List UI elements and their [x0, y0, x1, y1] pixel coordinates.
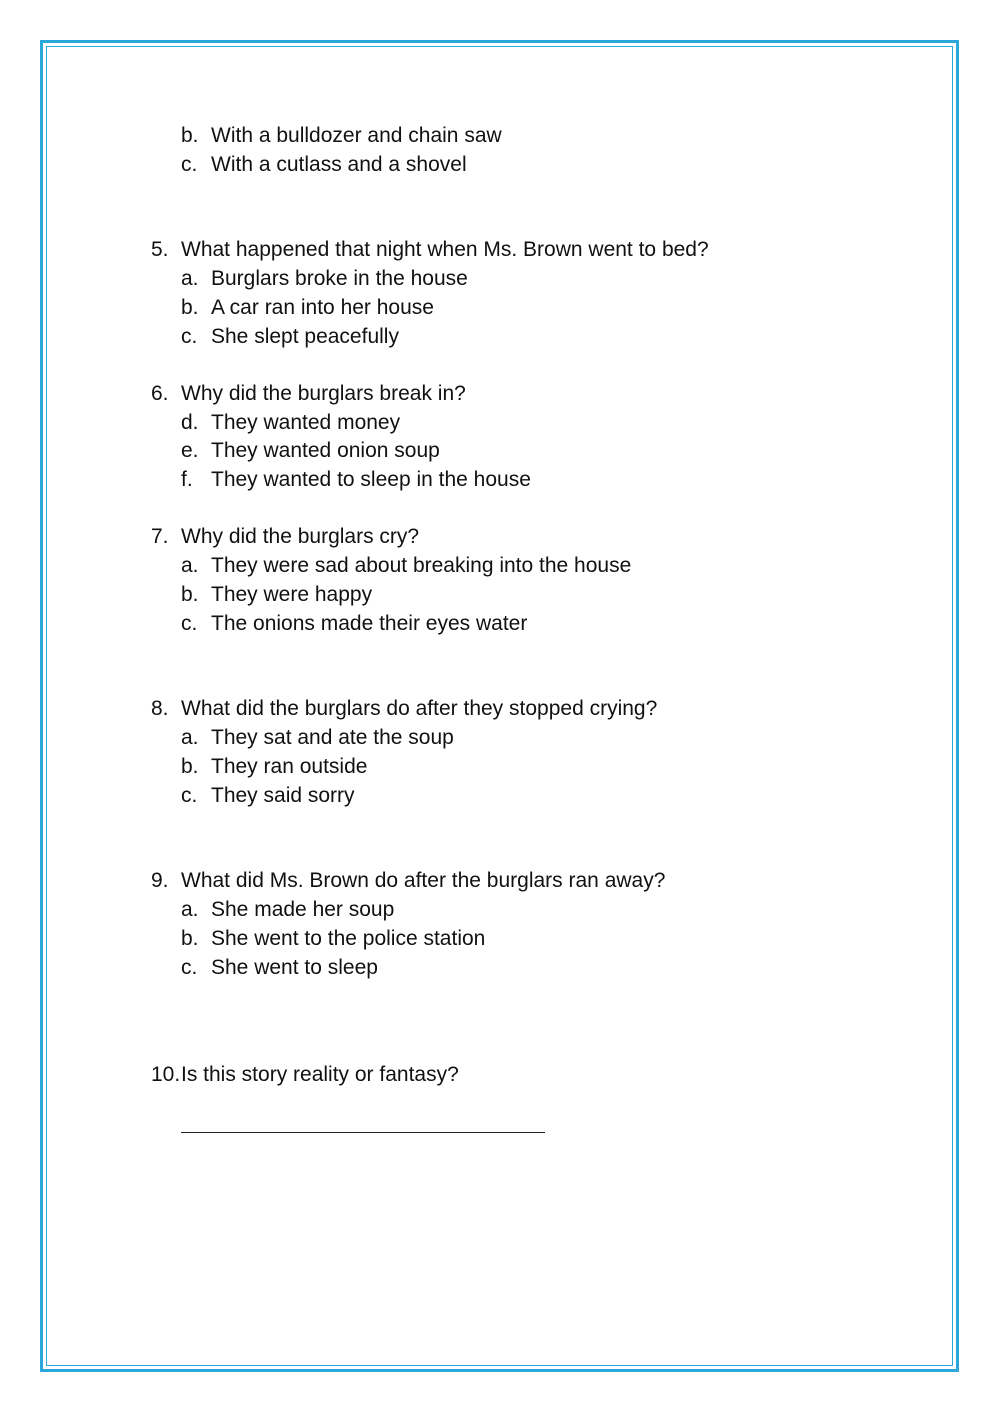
option-letter: a.	[181, 726, 199, 749]
option-letter: b.	[181, 755, 199, 778]
question-number: 6.	[151, 382, 169, 405]
option-text: She went to sleep	[211, 956, 378, 979]
option-text: They wanted onion soup	[211, 439, 440, 462]
option-letter: b.	[181, 583, 199, 606]
question-number: 10.	[151, 1063, 181, 1086]
option-text: They sat and ate the soup	[211, 726, 454, 749]
option-letter: c.	[181, 325, 198, 348]
option-text: They were happy	[211, 583, 373, 606]
option-letter: c.	[181, 612, 198, 635]
option-text: She went to the police station	[211, 927, 486, 950]
option-text: The onions made their eyes water	[211, 612, 528, 635]
question-number: 7.	[151, 525, 169, 548]
option-letter: c.	[181, 956, 198, 979]
question-text: Is this story reality or fantasy?	[181, 1063, 459, 1086]
option-text: She made her soup	[211, 898, 395, 921]
option-letter: b.	[181, 124, 199, 147]
option-text: With a cutlass and a shovel	[211, 153, 467, 176]
option-letter: d.	[181, 411, 199, 434]
option-text: A car ran into her house	[211, 296, 434, 319]
option-text: They ran outside	[211, 755, 368, 778]
option-letter: e.	[181, 439, 199, 462]
option-text: They wanted to sleep in the house	[211, 468, 531, 491]
option-letter: f.	[181, 468, 193, 491]
option-text: With a bulldozer and chain saw	[211, 124, 502, 147]
question-number: 9.	[151, 869, 169, 892]
question-text: What did the burglars do after they stopped crying?	[181, 697, 658, 720]
question-number: 8.	[151, 697, 169, 720]
option-text: Burglars broke in the house	[211, 267, 468, 290]
option-letter: a.	[181, 554, 199, 577]
question-number: 5.	[151, 238, 169, 261]
option-letter: c.	[181, 784, 198, 807]
option-letter: a.	[181, 267, 199, 290]
option-text: She slept peacefully	[211, 325, 399, 348]
option-letter: b.	[181, 927, 199, 950]
option-text: They wanted money	[211, 411, 401, 434]
option-text: They were sad about breaking into the house	[211, 554, 632, 577]
option-text: They said sorry	[211, 784, 355, 807]
question-text: Why did the burglars cry?	[181, 525, 420, 548]
option-letter: c.	[181, 153, 198, 176]
option-letter: b.	[181, 296, 199, 319]
option-letter: a.	[181, 898, 199, 921]
question-text: What happened that night when Ms. Brown went to bed?	[181, 238, 709, 261]
question-text: What did Ms. Brown do after the burglars ran away?	[181, 869, 666, 892]
answer-blank-line[interactable]	[181, 1132, 545, 1133]
question-text: Why did the burglars break in?	[181, 382, 466, 405]
